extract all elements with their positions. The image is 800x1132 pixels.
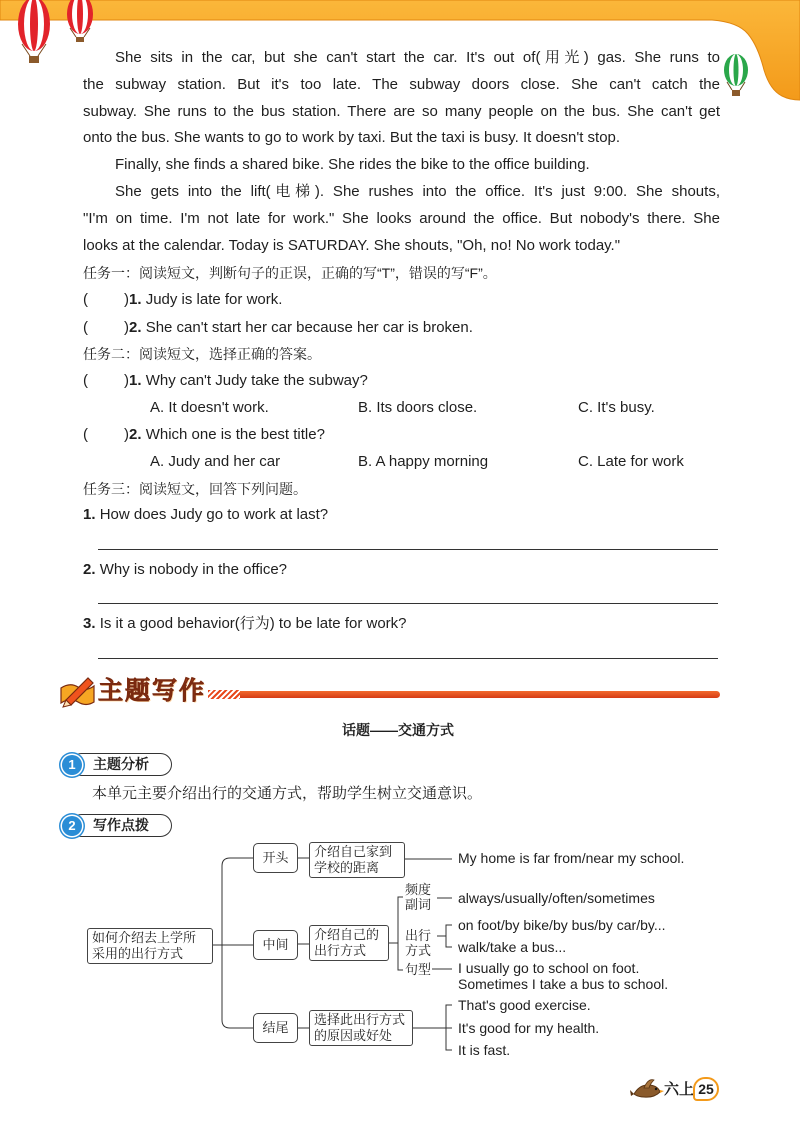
answer-bracket-close: )	[124, 426, 129, 443]
option-b: B. A happy morning	[358, 453, 489, 470]
section-label-text: 写作点拨	[93, 817, 149, 833]
task3-question	[83, 614, 407, 634]
sub-label-line: 方式	[405, 943, 432, 958]
option-c: C. Late for work	[578, 453, 684, 470]
option-a: A. It doesn't work.	[150, 399, 269, 416]
sub-label-line: 出行	[405, 928, 432, 943]
item-text: She can't start her car because her car is broken.	[145, 319, 473, 336]
answer-blank[interactable]	[88, 293, 124, 307]
answer-bracket-close: )	[124, 372, 129, 389]
example-text: That's good exercise.	[458, 997, 591, 1013]
answer-bracket-close: )	[124, 319, 129, 336]
analysis-text: 本单元主要介绍出行的交通方式，帮助学生树立交通意识。	[92, 785, 483, 802]
connector-line	[446, 925, 452, 947]
hot-air-balloon-icon	[18, 0, 50, 63]
bird-icon	[630, 1076, 664, 1102]
passage-line: the subway station. But it's too late. The subway doors close. She can't catch the	[83, 76, 720, 93]
branch-detail-line: 的原因或好处	[314, 1028, 393, 1043]
answer-blank[interactable]	[88, 374, 124, 388]
task3-question	[83, 560, 287, 580]
passage-line: She sits in the car, but she can't start the car. It's out of(用光) gas. She runs to	[115, 49, 720, 66]
task2-item	[83, 425, 325, 445]
branch-detail-opening	[309, 842, 405, 878]
task1-item	[83, 290, 282, 310]
task1-item	[83, 318, 473, 338]
mindmap-root-line: 如何介绍去上学所	[92, 930, 197, 945]
item-number: 3.	[83, 615, 96, 632]
connector-line	[398, 897, 403, 970]
item-text: Judy is late for work.	[145, 291, 283, 308]
sub-label-transport-mode	[405, 928, 431, 958]
item-text: Why is nobody in the office?	[99, 561, 288, 578]
passage-line: Finally, she finds a shared bike. She rides the bike to the office building.	[115, 156, 590, 173]
branch-detail-ending	[309, 1010, 413, 1046]
header-bar	[240, 691, 720, 698]
hot-air-balloon-icon	[67, 0, 93, 42]
item-number: 2.	[129, 319, 142, 336]
sub-label-line: 副词	[405, 897, 432, 912]
example-text: Sometimes I take a bus to school.	[458, 976, 669, 992]
example-text: I usually go to school on foot.	[458, 960, 640, 976]
branch-detail-line: 介绍自己的	[314, 927, 380, 942]
passage-line: subway. She runs to the bus station. There are so many people on the bus. She can't get	[83, 103, 720, 120]
item-text: Is it a good behavior(行为) to be late for work?	[99, 615, 407, 632]
passage-line: looks at the calendar. Today is SATURDAY. She shouts, "Oh, no! No work today."	[83, 237, 621, 254]
sub-label-sentence-pattern	[405, 962, 431, 977]
answer-line[interactable]	[98, 658, 718, 659]
option-a: A. Judy and her car	[150, 453, 281, 470]
task3-question	[83, 505, 328, 525]
answer-blank[interactable]	[88, 321, 124, 335]
example-text: always/usually/often/sometimes	[458, 890, 655, 906]
item-number: 1.	[83, 506, 96, 523]
item-number: 1.	[129, 372, 142, 389]
example-text: My home is far from/near my school.	[458, 850, 685, 866]
task2-item	[83, 371, 368, 391]
example-text: It is fast.	[458, 1042, 511, 1058]
branch-opening: 开头	[253, 843, 298, 873]
mindmap-root-line: 采用的出行方式	[92, 946, 184, 961]
header-bar-hatch	[208, 690, 240, 699]
branch-detail-line: 学校的距离	[314, 860, 380, 875]
task1-instruction: 任务一：阅读短文，判断句子的正误，正确的写“T”，错误的写“F”。	[83, 265, 497, 281]
branch-middle: 中间	[253, 930, 298, 960]
footer-grade: 六上	[664, 1081, 695, 1098]
section-header-title: 主题写作	[98, 677, 207, 705]
answer-bracket-open: (	[83, 426, 88, 443]
section-label-tips	[70, 814, 172, 837]
passage-line: "I'm on time. I'm not late for work." She looks around the office. But nobody's there. She	[83, 210, 720, 227]
item-text: How does Judy go to work at last?	[99, 506, 329, 523]
branch-detail-line: 出行方式	[314, 943, 367, 958]
option-b: B. Its doors close.	[358, 399, 478, 416]
branch-detail-line: 选择此出行方式	[314, 1012, 406, 1027]
section-label-text: 主题分析	[93, 756, 149, 772]
item-number: 2.	[83, 561, 96, 578]
option-c: C. It's busy.	[578, 399, 655, 416]
branch-detail-middle	[309, 925, 389, 961]
answer-bracket-open: (	[83, 372, 88, 389]
example-text: It's good for my health.	[458, 1020, 600, 1036]
answer-line[interactable]	[98, 603, 718, 604]
example-text: walk/take a bus...	[458, 939, 567, 955]
example-text: on foot/by bike/by bus/by car/by...	[458, 917, 666, 933]
topic-title: 话题——交通方式	[342, 722, 454, 738]
branch-ending: 结尾	[253, 1013, 298, 1043]
item-number: 1.	[129, 291, 142, 308]
task3-instruction: 任务三：阅读短文，回答下列问题。	[83, 481, 307, 497]
answer-bracket-close: )	[124, 291, 129, 308]
passage-line: She gets into the lift(电梯). She rushes into the office. It's just 9:00. She shouts,	[115, 183, 720, 200]
item-text: Why can't Judy take the subway?	[145, 372, 368, 389]
sub-label-frequency-adverbs	[405, 882, 431, 912]
branch-detail-line: 介绍自己家到	[314, 844, 393, 859]
sub-label-line: 频度	[405, 882, 432, 897]
mindmap-root	[87, 928, 213, 964]
section-number-badge: 1	[62, 755, 82, 775]
answer-bracket-open: (	[83, 319, 88, 336]
sub-label-line: 句型	[405, 962, 432, 977]
answer-bracket-open: (	[83, 291, 88, 308]
item-text: Which one is the best title?	[145, 426, 325, 443]
section-label-analysis	[70, 753, 172, 776]
passage-line: onto the bus. She wants to go to work by taxi. But the taxi is busy. It doesn't stop.	[83, 129, 621, 146]
pencil-icon	[58, 674, 98, 708]
task2-instruction: 任务二：阅读短文，选择正确的答案。	[83, 346, 321, 362]
item-number: 2.	[129, 426, 142, 443]
connector-line	[222, 858, 253, 1028]
hot-air-balloon-icon	[724, 54, 748, 96]
answer-line[interactable]	[98, 549, 718, 550]
page-number: 25	[693, 1077, 719, 1101]
answer-blank[interactable]	[88, 428, 124, 442]
section-number-badge: 2	[62, 816, 82, 836]
